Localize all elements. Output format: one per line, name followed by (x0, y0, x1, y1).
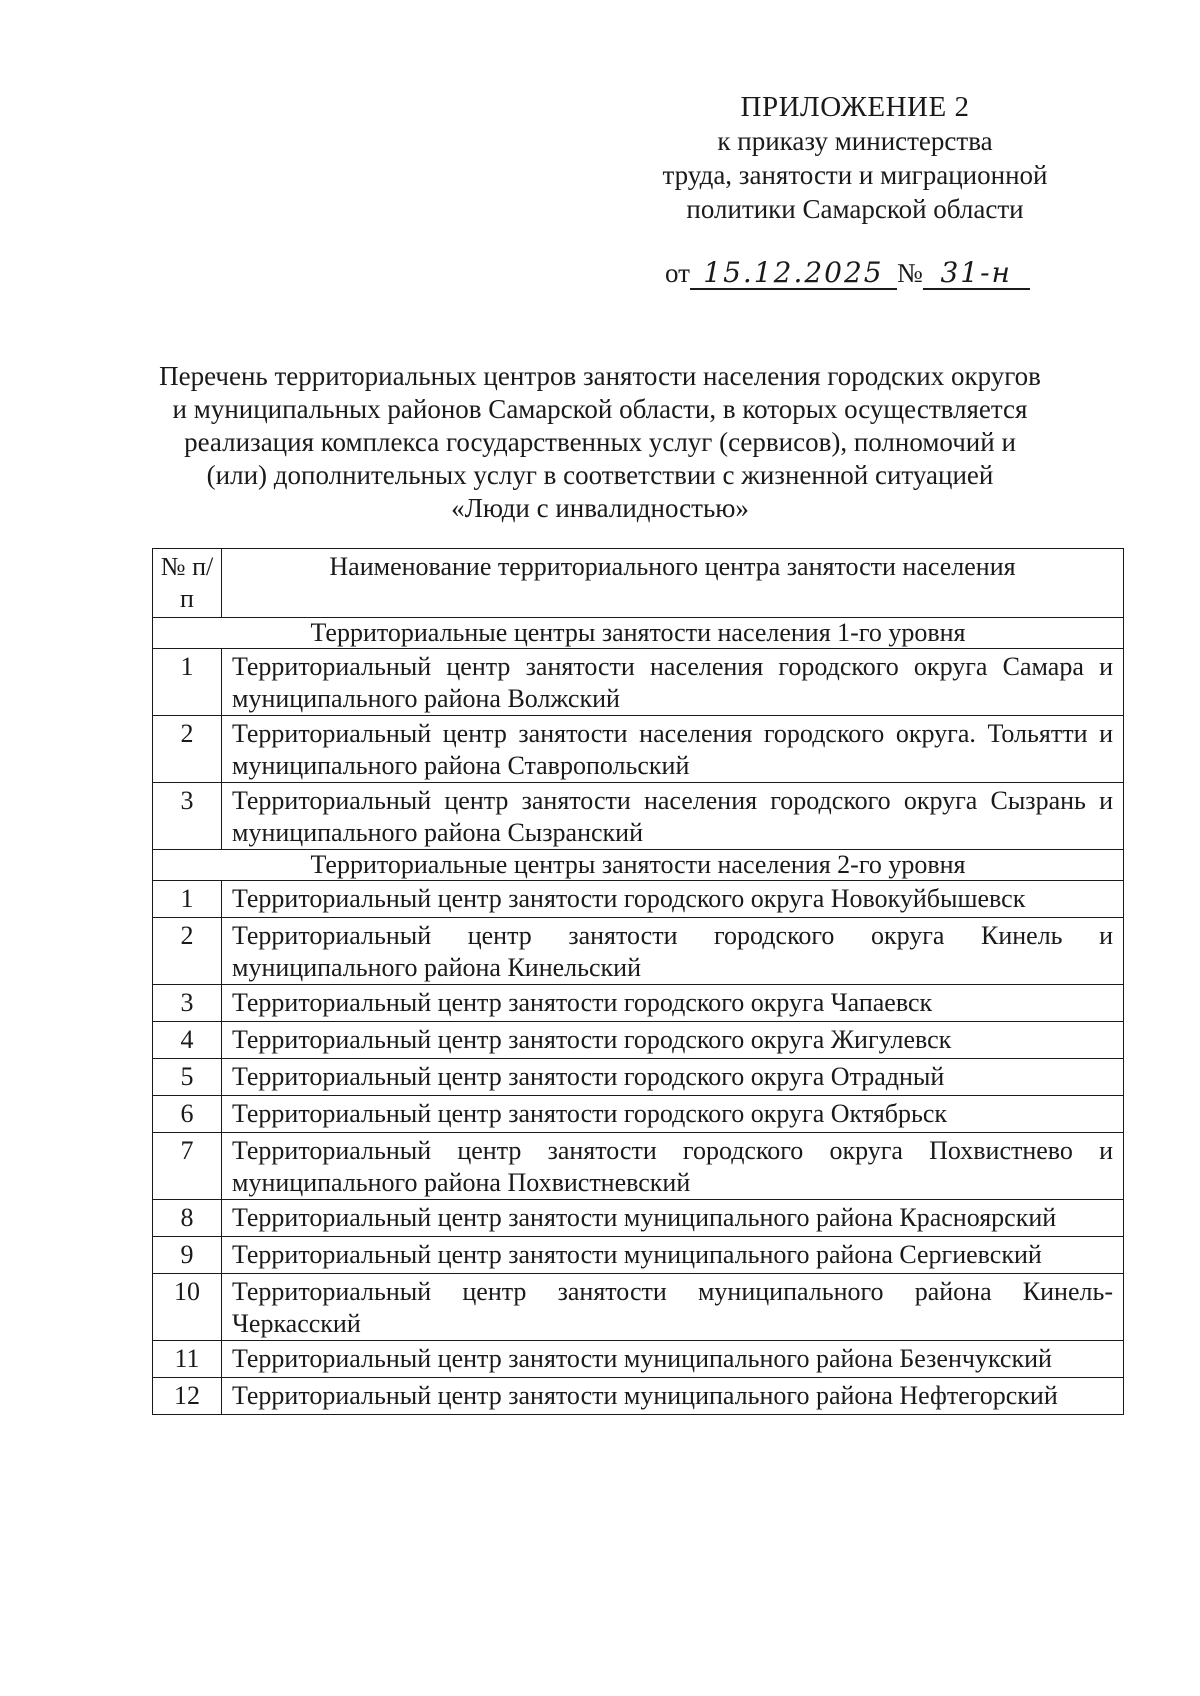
row-center-name: Территориальный центр занятости муниципального района Сергиевский (222, 1237, 1124, 1274)
centers-table (152, 548, 1124, 1415)
appendix-line-1: к приказу министерства (717, 126, 993, 156)
row-center-name: Территориальный центр занятости населения городского округа. Тольятти и муниципального района Ставропольский (222, 716, 1124, 783)
document-title-line-1: Перечень территориальных центров занятости населения городских округов (159, 361, 1041, 391)
row-number: 6 (153, 1096, 222, 1133)
section-title: Территориальные центры занятости населения 1-го уровня (153, 618, 1124, 649)
row-center-name: Территориальный центр занятости населения городского округа Сызрань и муниципального района Сызранский (222, 783, 1124, 850)
table-body (153, 618, 1124, 1415)
table-row (153, 881, 1124, 918)
order-reference (665, 258, 1085, 290)
row-number: 10 (153, 1274, 222, 1341)
row-number: 3 (153, 783, 222, 850)
column-header-number: № п/п (153, 549, 222, 618)
order-number: 31-н (923, 258, 1030, 290)
row-number: 2 (153, 918, 222, 985)
row-center-name: Территориальный центр занятости городского округа Похвистнево и муниципального района Похвистневский (222, 1133, 1124, 1200)
table-header-row (153, 549, 1124, 618)
column-header-name: Наименование территориального центра занятости населения (222, 549, 1124, 618)
row-center-name: Территориальный центр занятости городского округа Жигулевск (222, 1022, 1124, 1059)
table-row (153, 1378, 1124, 1415)
row-center-name: Территориальный центр занятости городского округа Новокуйбышевск (222, 881, 1124, 918)
row-center-name: Территориальный центр занятости городского округа Октябрьск (222, 1096, 1124, 1133)
document-title-line-5: «Люди с инвалидностью» (451, 493, 749, 523)
order-from-label: от (665, 258, 690, 288)
table-row (153, 1341, 1124, 1378)
row-center-name: Территориальный центр занятости муниципального района Безенчукский (222, 1341, 1124, 1378)
table-row (153, 1059, 1124, 1096)
section-row (153, 850, 1124, 881)
table-row (153, 1237, 1124, 1274)
appendix-line-2: труда, занятости и миграционной (662, 160, 1048, 190)
document-title-line-2: и муниципальных районов Самарской области, в которых осуществляется (172, 394, 1028, 424)
table-row (153, 783, 1124, 850)
row-number: 7 (153, 1133, 222, 1200)
section-title: Территориальные центры занятости населения 2-го уровня (153, 850, 1124, 881)
table-row (153, 716, 1124, 783)
row-center-name: Территориальный центр занятости городского округа Кинель и муниципального района Кинельский (222, 918, 1124, 985)
row-number: 12 (153, 1378, 222, 1415)
row-center-name: Территориальный центр занятости муниципального района Кинель-Черкасский (222, 1274, 1124, 1341)
table-row (153, 918, 1124, 985)
table-row (153, 1133, 1124, 1200)
row-center-name: Территориальный центр занятости населения городского округа Самара и муниципального района Волжский (222, 649, 1124, 716)
row-number: 5 (153, 1059, 222, 1096)
row-number: 2 (153, 716, 222, 783)
row-center-name: Территориальный центр занятости городского округа Чапаевск (222, 985, 1124, 1022)
appendix-line-3: политики Самарской области (686, 194, 1024, 224)
row-number: 3 (153, 985, 222, 1022)
table-row (153, 1274, 1124, 1341)
table-row (153, 1200, 1124, 1237)
row-number: 1 (153, 881, 222, 918)
document-title (120, 360, 1080, 525)
table-row (153, 1096, 1124, 1133)
table-row (153, 985, 1124, 1022)
row-number: 4 (153, 1022, 222, 1059)
row-center-name: Территориальный центр занятости муниципального района Нефтегорский (222, 1378, 1124, 1415)
row-number: 1 (153, 649, 222, 716)
order-number-label: № (896, 258, 923, 288)
appendix-title: ПРИЛОЖЕНИЕ 2 (740, 91, 970, 123)
appendix-header (620, 90, 1090, 226)
section-row (153, 618, 1124, 649)
document-title-line-4: (или) дополнительных услуг в соответствии с жизненной ситуацией (206, 460, 994, 490)
table-row (153, 1022, 1124, 1059)
document-title-line-3: реализация комплекса государственных услуг (сервисов), полномочий и (184, 427, 1016, 457)
row-number: 11 (153, 1341, 222, 1378)
row-number: 9 (153, 1237, 222, 1274)
row-number: 8 (153, 1200, 222, 1237)
row-center-name: Территориальный центр занятости муниципального района Красноярский (222, 1200, 1124, 1237)
row-center-name: Территориальный центр занятости городского округа Отрадный (222, 1059, 1124, 1096)
order-date: 15.12.2025 (690, 258, 897, 290)
table-row (153, 649, 1124, 716)
